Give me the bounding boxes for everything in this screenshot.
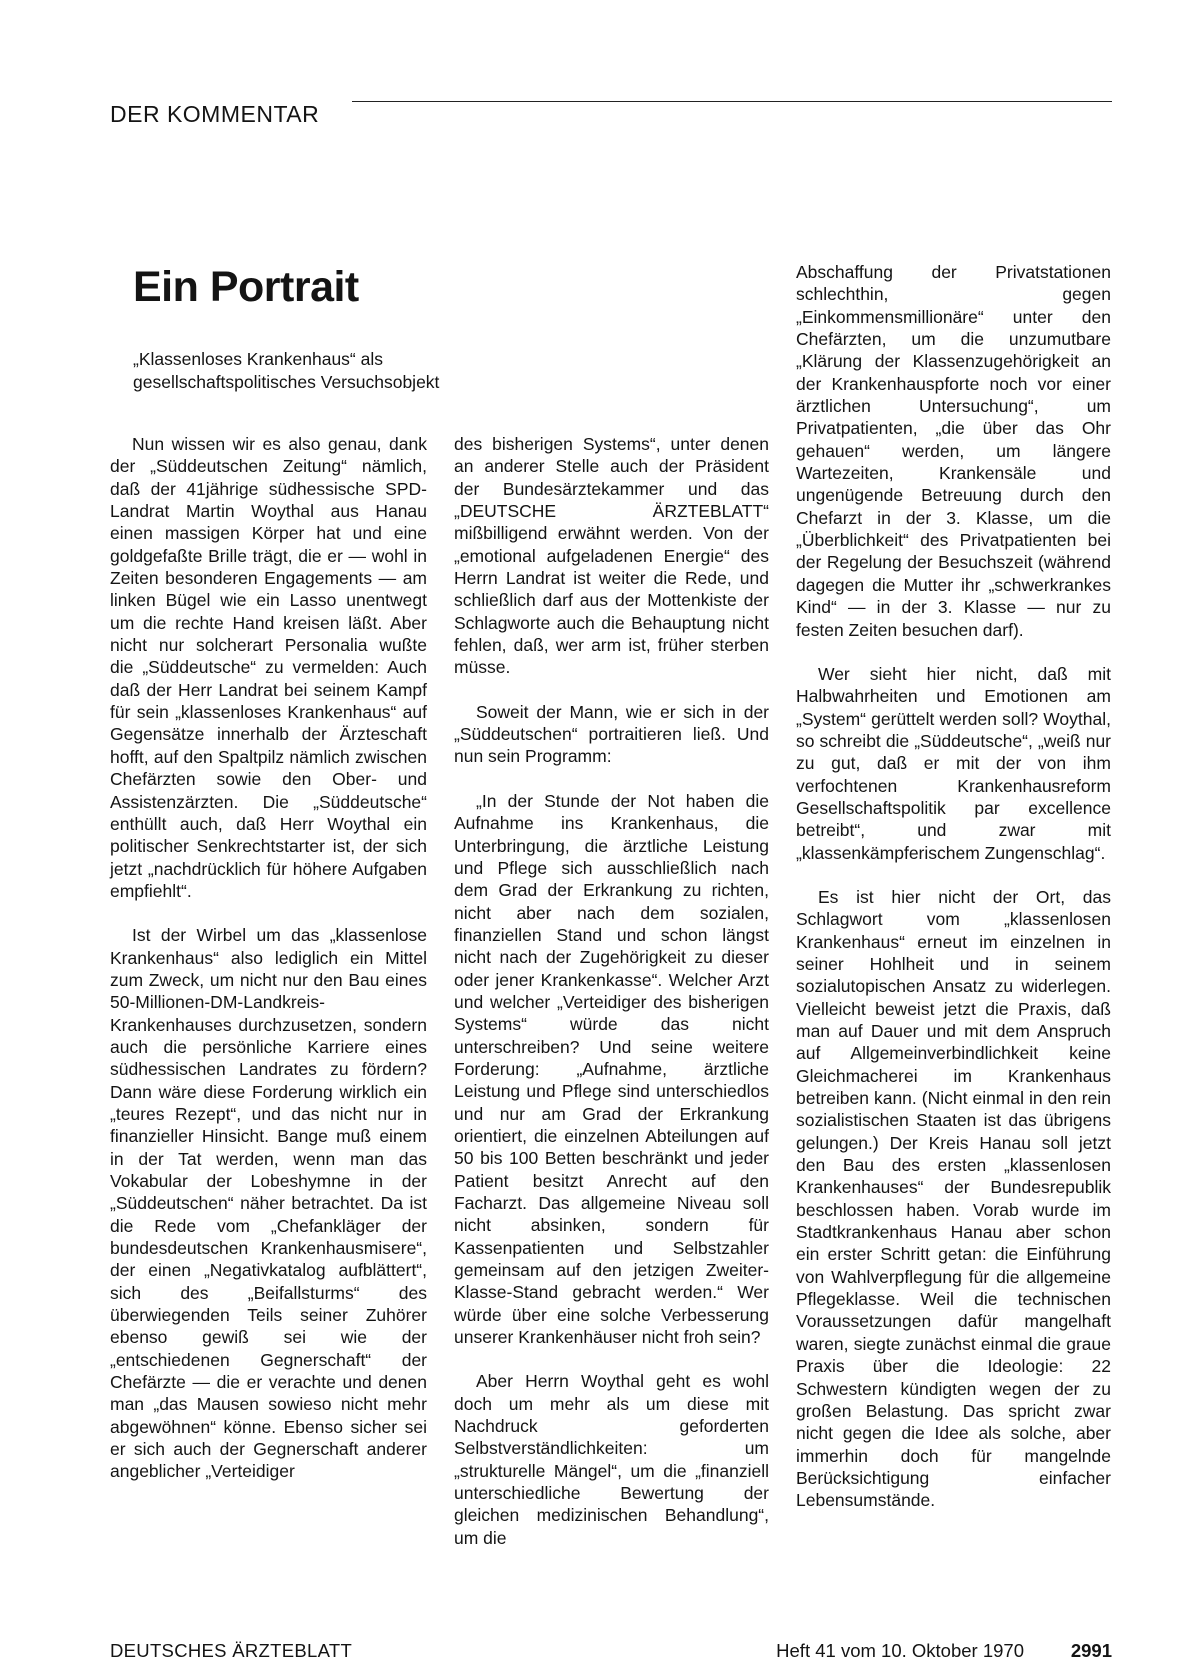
page-footer [110,1640,1112,1666]
header-rule [352,101,1112,102]
text-column-1 [110,433,427,1483]
section-label: DER KOMMENTAR [110,101,320,127]
paragraph: Aber Herrn Woythal geht es wohl doch um mehr als um diese mit Nachdruck geforderten Selbstverständlichkeiten: um „strukturelle Mängel“, um die „finanziell unterschiedliche Bewertung der gleichen medizinischen Behandlung“, um die [454,1371,769,1548]
paragraph: „In der Stunde der Not haben die Aufnahme ins Krankenhaus, die Unterbringung, die ärztliche Leistung und Pflege sich ausschließlich nach dem Grad der Erkrankung zu richten, nicht aber nach dem sozialen, finanziellen Stand und schon längst nicht nach der Zugehörigkeit zu dieser oder jener Krankenkasse“. Welcher Arzt und welcher „Verteidiger des bisherigen Systems“ würde das nicht unterschreiben? Und seine weitere Forderung: „Aufnahme, ärztliche Leistung und Pflege sind unterschiedlos und nur am Grad der Erkrankung orientiert, die einzelnen Abteilungen auf 50 bis 100 Betten beschränkt und jeder Patient besitzt Anrecht auf den Facharzt. Das allgemeine Niveau soll nicht absinken, sondern für Kassenpatienten und Selbstzahler gemeinsam auf den jetzigen Zweiter-Klasse-Stand gebracht werden.“ Wer würde über eine solche Verbesserung unserer Krankenhäuser nicht froh sein? [454,790,769,1348]
article-subhead [133,348,593,393]
paragraph: Ist der Wirbel um das „klassenlose Krankenhaus“ also lediglich ein Mittel zum Zweck, um nicht nur den Bau eines 50-Millionen-DM-Landkreis-Krankenhauses durchzusetzen, sondern auch die persönliche Karriere eines südhessischen Landrates zu fördern? Dann wäre diese Forderung wirklich ein „teures Rezept“, und das nicht nur in finanzieller Hinsicht. Bange muß einem in der Tat werden, wenn man das Vokabular der Lobeshymne in der „Süddeutschen“ näher betrachtet. Da ist die Rede vom „Chefankläger der bundesdeutschen Krankenhausmisere“, der einen „Negativkatalog aufblättert“, sich des „Beifallsturms“ des überwiegenden Teils seiner Zuhörer ebenso gewiß sei wie der „entschiedenen Gegnerschaft“ der Chefärzte — die er verachte und denen man „das Mausen sowieso nicht mehr abgewöhnen“ könne. Ebenso sicher sei er sich auch der Gegnerschaft anderer angeblicher „Verteidiger [110,925,427,1482]
text-column-3 [796,261,1111,1512]
footer-page-number: 2991 [1070,1640,1112,1661]
paragraph: Wer sieht hier nicht, daß mit Halbwahrheiten und Emotionen am „System“ gerüttelt werden soll? Woythal, so schreibt die „Süddeutsche“, „weiß nur zu gut, daß er mit der von ihm verfochtenen Krankenhausreform Gesellschaftspolitik par excellence betreibt“, und zwar mit „klassenkämpferischem Zungenschlag“. [796,663,1111,863]
paragraph: Nun wissen wir es also genau, dank der „Süddeutschen Zeitung“ nämlich, daß der 41jährige südhessische SPD-Landrat Martin Woythal aus Hanau einen massigen Körper hat und eine goldgefaßte Brille trägt, die er — wohl in Zeiten besonderen Engagements — am linken Bügel wie ein Lasso unentwegt um die rechte Hand kreisen läßt. Aber nicht nur solcherart Personalia wußte die „Süddeutsche“ zu vermelden: Auch daß der Herr Landrat bei seinem Kampf für sein „klassenloses Krankenhaus“ auf Gegensätze innerhalb der Ärzteschaft hofft, auf den Spaltpilz nämlich zwischen Chefärzten sowie den Ober- und Assistenzärzten. Die „Süddeutsche“ enthüllt auch, daß Herr Woythal ein politischer Senkrechtstarter ist, der sich jetzt „nachdrücklich für höhere Aufgaben empfiehlt“. [110,434,427,901]
paragraph: Soweit der Mann, wie er sich in der „Süddeutschen“ portraitieren ließ. Und nun sein Programm: [454,701,769,767]
subhead-line-2: gesellschaftspolitisches Versuchsobjekt [133,371,440,392]
text-column-2 [454,433,769,1549]
paragraph: des bisherigen Systems“, unter denen an anderer Stelle auch der Präsident der Bundesärztekammer und das „DEUTSCHE ÄRZTEBLATT“ mißbilligend erwähnt werden. Von der „emotional aufgeladenen Energie“ des Herrn Landrat ist weiter die Rede, und schließlich darf aus der Mottenkiste der Schlagworte auch die Behauptung nicht fehlen, daß, wer arm ist, früher sterben müsse. [454,434,769,678]
paragraph: Abschaffung der Privatstationen schlechthin, gegen „Einkommensmillionäre“ unter den Chefärzten, um die unzumutbare „Klärung der Klassenzugehörigkeit an der Krankenhauspforte noch vor einer ärztlichen Untersuchung“, um Privatpatienten, „die über das Ohr gehauen“ werden, um längere Wartezeiten, Krankensäle und ungenügende Betreuung durch den Chefarzt in der 3. Klasse, um die „Überblichkeit“ des Privatpatienten bei der Regelung der Besuchszeit (während dagegen die Mutter ihr „schwerkrankes Kind“ — in der 3. Klasse — nur zu festen Zeiten besuchen darf). [796,262,1111,640]
subhead-line-1: „Klassenloses Krankenhaus“ als [133,349,383,369]
paragraph: Es ist hier nicht der Ort, das Schlagwort vom „klassenlosen Krankenhaus“ erneut im einzelnen in seiner Hohlheit und in seinem sozialutopischen Ansatz zu widerlegen. Vielleicht beweist jetzt die Praxis, daß man auf Dauer und mit dem Anspruch auf Allgemeinverbindlichkeit keine Gleichmacherei im Krankenhaus betreiben kann. (Nicht einmal in den rein sozialistischen Staaten ist das übrigens gelungen.) Der Kreis Hanau soll jetzt den Bau des ersten „klassenlosen Krankenhauses“ der Bundesrepublik beschlossen haben. Vorab wurde im Stadtkrankenhaus Hanau aber schon ein erster Schritt getan: die Einführung von Wahlverpflegung für die allgemeine Pflegeklasse. Weil die technischen Voraussetzungen dafür mangelhaft waren, siegte zunächst einmal die graue Praxis über die Ideologie: 22 Schwestern kündigten wegen der zu großen Belastung. Das spricht zwar nicht gegen die Idee als solche, aber immerhin doch für mangelnde Berücksichtigung einfacher Lebensumstände. [796,886,1111,1511]
footer-journal-name: DEUTSCHES ÄRZTEBLATT [110,1640,353,1661]
article-headline: Ein Portrait [133,263,359,311]
footer-issue-date: Heft 41 vom 10. Oktober 1970 [776,1640,1024,1661]
